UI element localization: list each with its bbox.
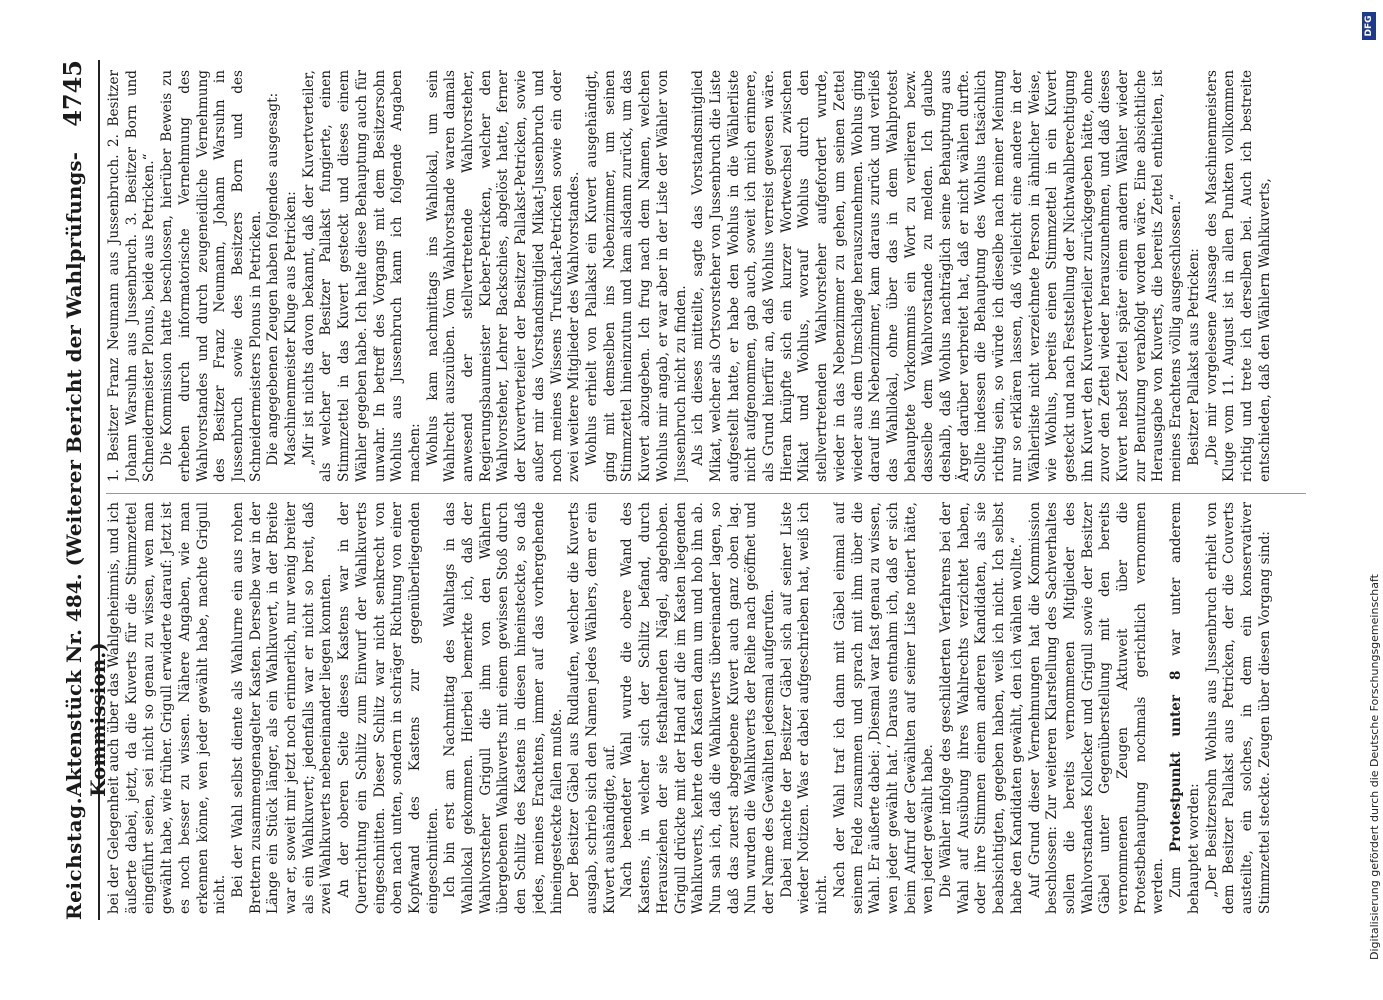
paragraph: bei der Gelegenheit auch über das Wahlgeheimnis, und ich äußerte dabei, jetzt, da die Kuverts für die Stimmzettel eingeführt seien, sei nicht so genau zu wissen, wen man gewählt habe, wie früher. Grigull erwiderte darauf: Jetzt ist es noch besser zu wissen. Nähere Angaben, wie man erkennen könne, wen jeder gewählt habe, machte Grigull nicht. bbox=[106, 502, 229, 914]
paragraph: Die angegebenen Zeugen haben folgendes ausgesagt: bbox=[265, 92, 282, 466]
paragraph: Wohlus erhielt von Pallakst ein Kuvert ausgehändigt, ging mit demselben ins Nebenzimmer, um seinen Stimmzettel hineinzutun und kam alsdann zurück, um das Kuvert abzugeben. Ich frug nach dem Namen, welchen Wohlus mir angab, er war aber in der Liste der Wähler von Jussenbruch nicht zu finden. bbox=[583, 70, 689, 482]
paragraph: „Die mir vorgelesene Aussage des Maschinenmeisters Kluge vom 11. August ist in allen Punkten vollkommen richtig und trete ich derselben bei. Auch ich bestreite entschieden, daß den Wählern Wahlkuverts, bbox=[1203, 70, 1273, 482]
paragraph: Ich bin erst am Nachmittag des Wahltags in das Wahllokal gekommen. Hierbei bemerkte ich, daß der Wahlvorsteher Grigull die ihm von den Wählern übergebenen Wahlkuverts mit einem gewissen Stoß durch den Schlitz des Kastens in diesen hineinsteckte, so daß jedes, meines Erachtens, immer auf das vorhergehende hineingesteckte fallen mußte. bbox=[442, 502, 565, 914]
paragraph: Maschinenmeister Kluge aus Petricken: bbox=[283, 191, 300, 466]
paragraph: An der oberen Seite dieses Kastens war in der Querrichtung ein Schlitz zum Einwurf der Wahlkuverts eingeschnitten. Dieser Schlitz war nicht senkrecht von oben nach unten, sondern in schräger Richtung von einer Kopfwand des Kastens zur gegenüberliegenden eingeschnitten. bbox=[336, 502, 441, 914]
paragraph: Die Wähler infolge des geschilderten Verfahrens bei der Wahl auf Ausübung ihres Wahlrechts verzichtet haben, oder ihre Stimmen einem anderen Kandidaten, als sie beabsichtigten, gegeben haben, weiß ich nicht. Ich selbst habe den Kandidaten gewählt, den ich wählen wollte.“ bbox=[938, 502, 1025, 914]
left-column bbox=[106, 502, 1306, 914]
paragraph: Bei der Wahl selbst diente als Wahlurne ein aus rohen Brettern zusammengenagelter Kasten. Derselbe war in der Länge ein Stück länger, als ein Wahlkuvert, in der Breite war er, soweit mir jetzt noch erinnerlich, nur wenig breiter als ein Wahlkuvert; jedenfalls war er nicht so breit, daß zwei Wahlkuverts nebeneinander liegen konnten. bbox=[229, 502, 335, 914]
paragraph: Nach der Wahl traf ich dann mit Gäbel einmal auf seinem Felde zusammen und sprach mit ihm über die Wahl. Er äußerte dabei: ‚Diesmal war fast genau zu wissen, wen jeder gewählt hat.‘ Daraus entnahm ich, daß er sich beim Aufruf der Gewählten auf seiner Liste notiert hätte, wen jeder gewählt habe. bbox=[831, 502, 937, 914]
paragraph: Wohlus kam nachmittags ins Wahllokal, um sein Wahlrecht auszuüben. Vom Wahlvorstande waren damals anwesend der stellvertretende Wahlvorsteher, Regierungsbaumeister Kleber-Petricken, welcher den Wahlvorsteher, Lehrer Backschies, abgelöst hatte, ferner der Kuvertverteiler der Besitzer Pallakst-Petricken, sowie außer mir das Vorstandsmitglied Mikat-Jussenbruch und noch meines Wissens Trufschat-Petricken sowie ein oder zwei weitere Mitglieder des Wahlvorstandes. bbox=[424, 70, 583, 482]
paragraph: Nach beendeter Wahl wurde die obere Wand des Kastens, in welcher sich der Schlitz befand, durch Herausziehen der sie festhaltenden Nägel, abgehoben. Grigull drückte mit der Hand auf die im Kasten liegenden Wahlkuverts, kehrte den Kasten dann um und hob ihn ab. Nun sah ich, daß die Wahlkuverts übereinander lagen, so daß das zuerst abgegebene Kuvert auch ganz oben lag. Nun wurden die Wahlkuverts der Reihe nach geöffnet und der Name des Gewählten jedesmal aufgerufen. bbox=[619, 502, 778, 914]
paragraph: „Der Besitzersohn Wohlus aus Jussenbruch erhielt von dem Besitzer Pallakst aus Petricken, der die Couverts austeilte, ein solches, in dem ein konservativer Stimmzettel steckte. Zeugen über diesen Vorgang sind: bbox=[1203, 502, 1273, 914]
header-left: Reichstag. bbox=[62, 796, 86, 920]
page-header bbox=[58, 60, 110, 920]
paragraph: Dabei machte der Besitzer Gäbel sich auf seiner Liste wieder Notizen. Was er dabei aufgeschrieben hat, weiß ich nicht. bbox=[778, 502, 831, 914]
right-column bbox=[106, 70, 1306, 482]
digitization-note: Digitalisierung gefördert durch die Deutsche Forschungsgemeinschaft bbox=[1368, 574, 1381, 960]
paragraph: Zum Protestpunkt unter 8 war unter anderem behauptet worden: bbox=[1168, 502, 1202, 914]
paragraph: Die Kommission hatte beschlossen, hierüber Beweis zu erheben durch informatorische Vernehmung des Wahlvorstandes und durch zeugeneidliche Vernehmung des Besitzer Franz Neumann, Johann Warsuhn in Jussenbruch sowie des Besitzers Born und des Schneidermeisters Plonus in Petricken. bbox=[159, 70, 264, 482]
header-title: Aktenstück Nr. 484. (Weiterer Bericht der Wahlprüfungs-Kommission.) bbox=[62, 152, 110, 797]
paragraph: Der Besitzer Gäbel aus Rudlaufen, welcher die Kuverts ausgab, schrieb sich den Namen jedes Wählers, dem er ein Kuvert aushändigte, auf. bbox=[566, 502, 618, 914]
paragraph: Auf Grund dieser Vernehmungen hat die Kommission beschlossen: Zur weiteren Klarstellung des Sachverhaltes sollen die bereits vernommenen Mitglieder des Wahlvorstandes Kollecker und Grigull sowie der Besitzer Gäbel unter Gegenüberstellung mit den bereits vernommenen Zeugen Aktuweit über die Protestbehauptung nochmals gerichtlich vernommen werden. bbox=[1026, 502, 1167, 914]
paragraph: Besitzer Pallakst aus Petricken: bbox=[1185, 248, 1202, 466]
page-number: 4745 bbox=[58, 60, 87, 127]
paragraph: „Mir ist nichts davon bekannt, daß der Kuvertverteiler, als welcher der Besitzer Pallakst fungierte, einen Stimmzettel in das Kuvert gesteckt und dieses einem Wähler gegeben habe. Ich halte diese Behauptung auch für unwahr. In betreff des Vorgangs mit dem Besitzersohn Wohlus aus Jussenbruch kann ich folgende Angaben machen: bbox=[300, 70, 423, 482]
column-divider bbox=[106, 493, 1306, 494]
paragraph: 1. Besitzer Franz Neumann aus Jussenbruch. 2. Besitzer Johann Warsuhn aus Jussenbruch. 3. Besitzer Born und Schneidermeister Plonus, beide aus Petricken.“ bbox=[106, 70, 158, 482]
dfg-logo: DFG bbox=[1362, 12, 1376, 40]
protest-point-label: Protestpunkt unter 8 bbox=[1168, 670, 1185, 853]
paragraph: Als ich dieses mitteilte, sagte das Vorstandsmitglied Mikat, welcher als Ortsvorsteher von Jussenbruch die Liste aufgestellt hatte, er habe den Wohlus in die Wählerliste nicht aufgenommen, gab auch, soweit ich mich erinnere, als Grund hierfür an, daß Wohlus verreist gewesen wäre. Hieran knüpfte sich ein kurzer Wortwechsel zwischen Mikat und Wohlus, worauf Wohlus durch den stellvertretenden Wahlvorsteher aufgefordert wurde, wieder in das Nebenzimmer zu gehen, um seinen Zettel wieder aus dem Umschlage herauszunehmen. Wohlus ging darauf ins Nebenzimmer, kam daraus zurück und verließ das Wahllokal, ohne über das in dem Wahlprotest behauptete Vorkommnis ein Wort zu verlieren bezw. dasselbe dem Wahlvorstande zu melden. Ich glaube deshalb, daß Wohlus nachträglich seine Behauptung aus Ärger darüber verbreitet hat, daß er nicht wählen durfte. Sollte indessen die Behauptung des Wohlus tatsächlich richtig sein, so würde ich dieselbe nach meiner Meinung nur so erklären lassen, daß vielleicht eine andere in der Wählerliste nicht verzeichnete Person in ähnlicher Weise, wie Wohlus, bereits einen Stimmzettel in ein Kuvert gesteckt und nach Feststellung der Nichtwahlberechtigung ihn Kuvert den Kuvertverteiler zurückgegeben hätte, ohne zuvor den Zettel wieder herauszunehmen, und daß dieses Kuvert nebst Zettel später einem andern Wähler wieder zur Benutzung verabfolgt worden wäre. Eine absichtliche Herausgabe von Kuverts, die bereits Zettel enthielten, ist meines Erachtens völlig ausgeschlossen.“ bbox=[690, 70, 1185, 482]
